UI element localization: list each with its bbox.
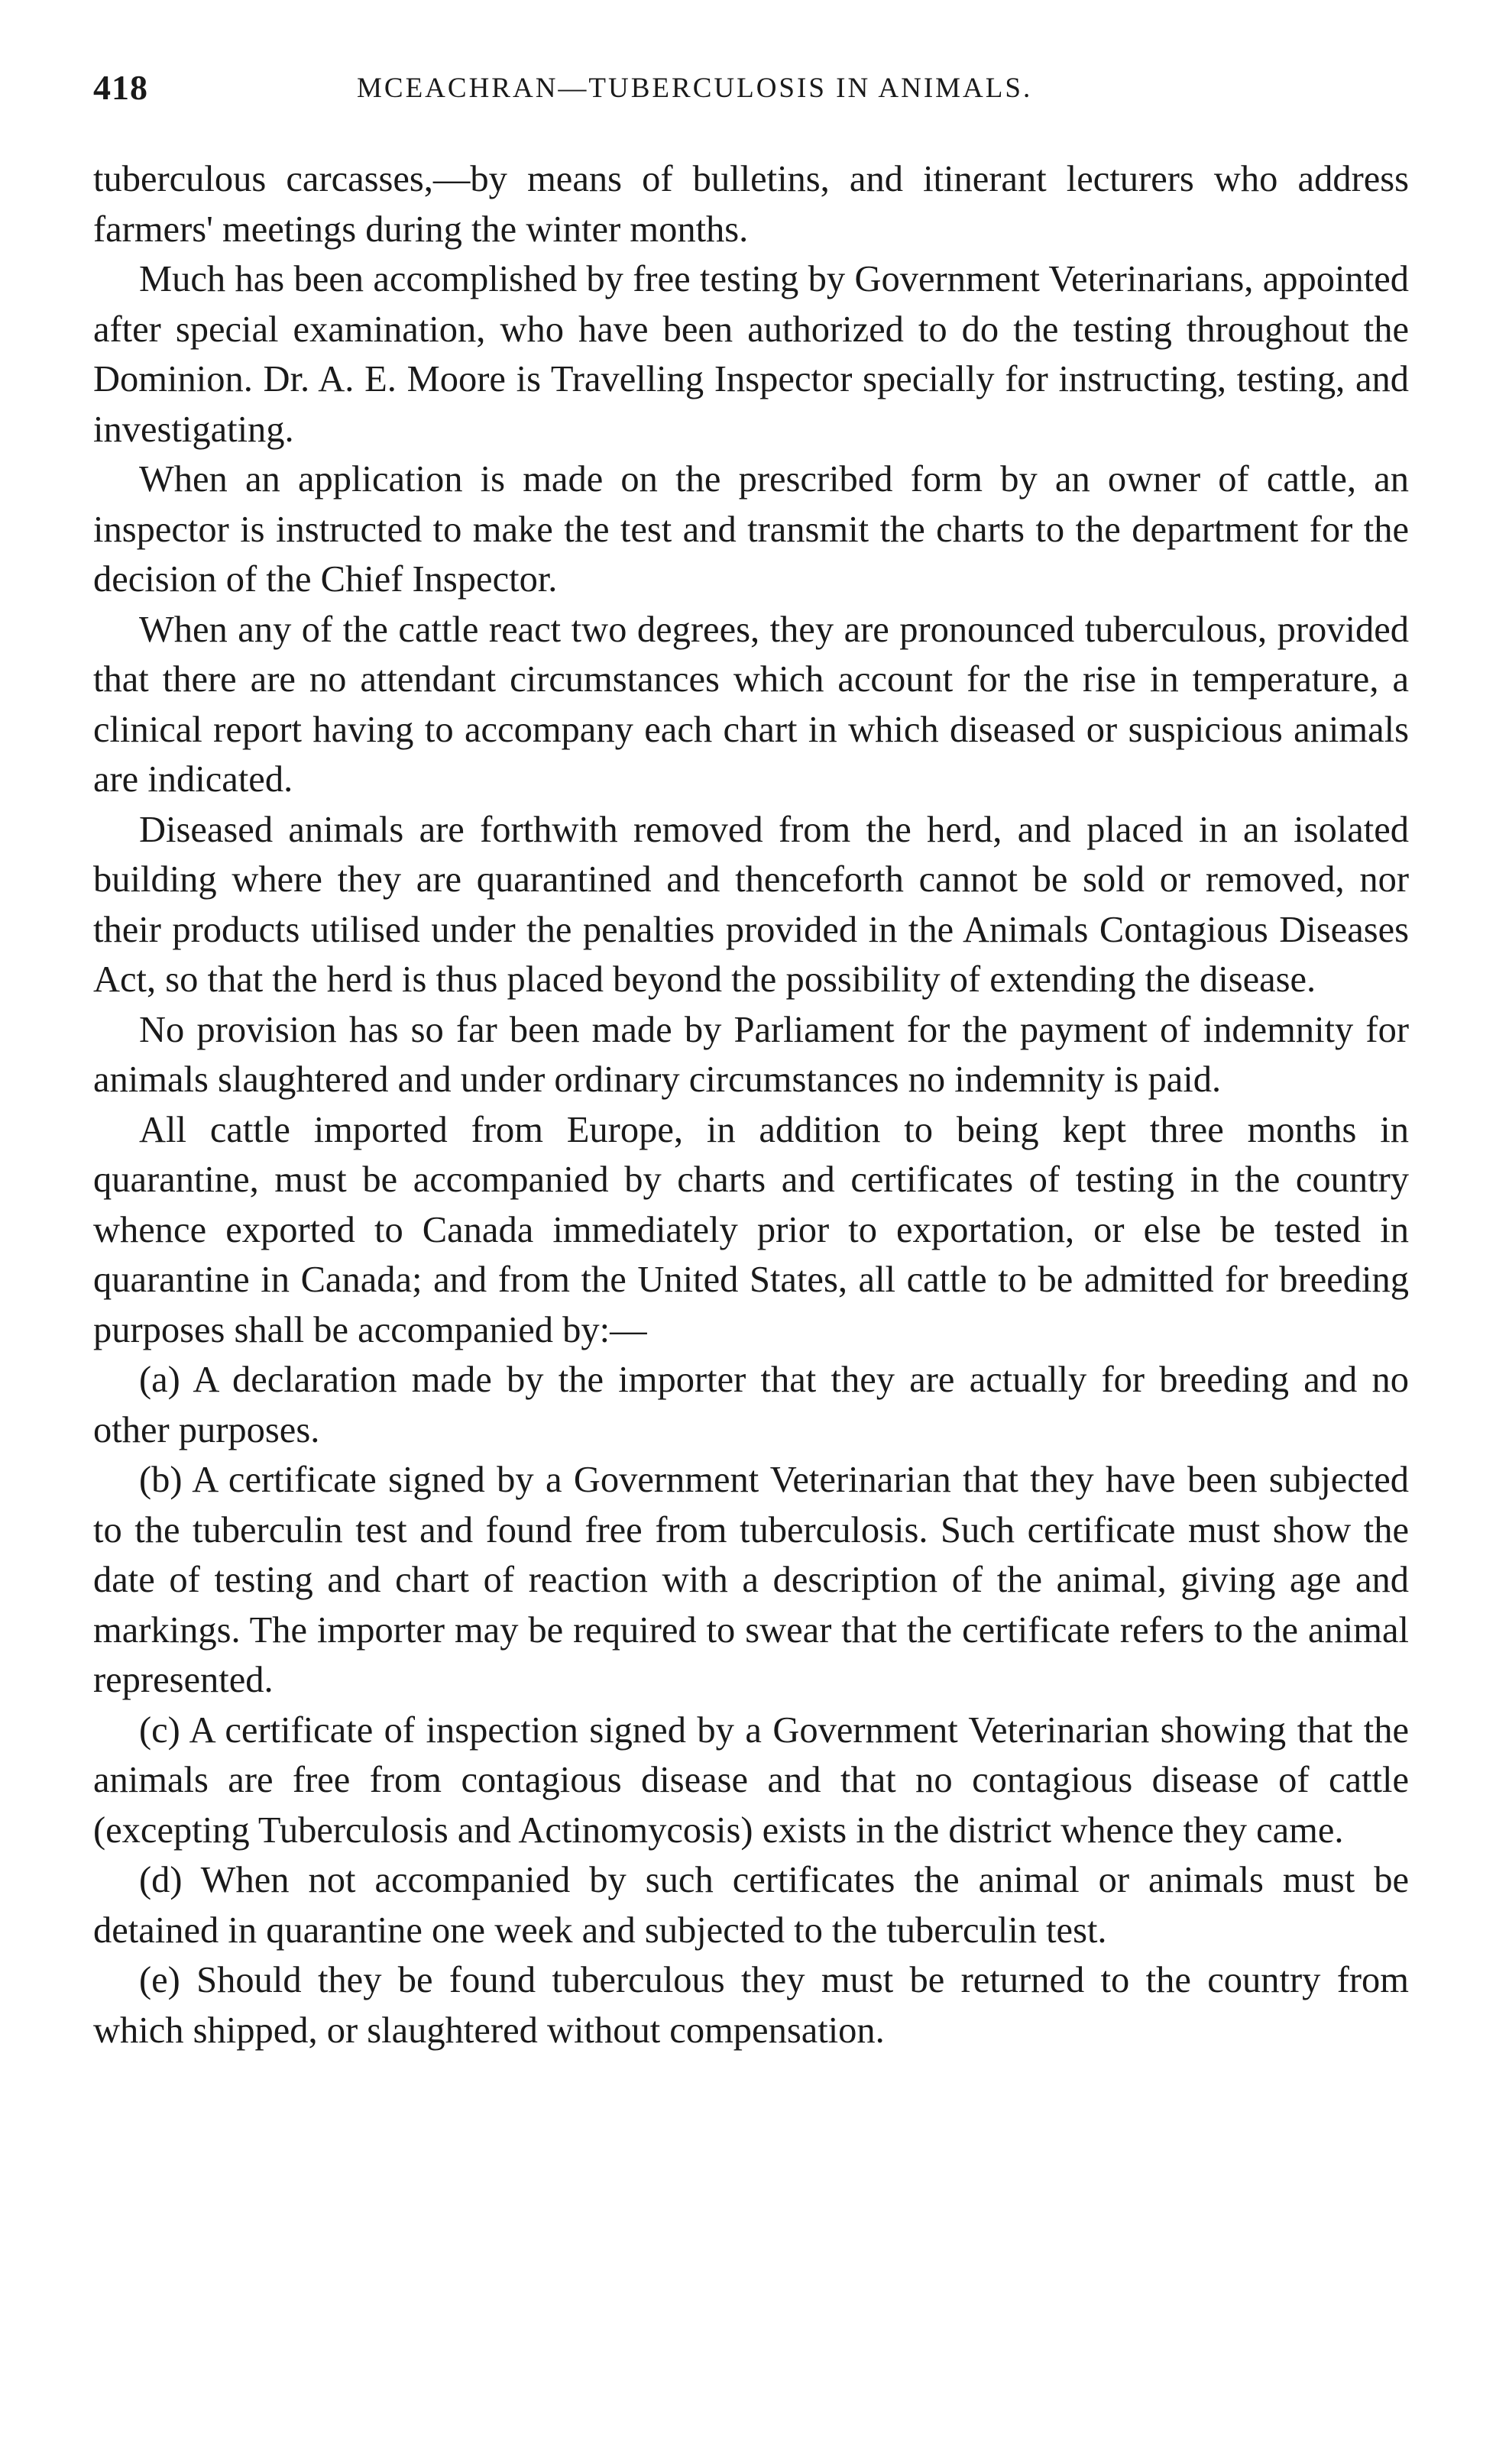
page-header [93, 67, 1407, 121]
page-number: 418 [93, 68, 148, 107]
paragraph-continuation: tuberculous carcasses,—by means of bulletins, and itinerant lecturers who address farmers' meetings during the winter months. [93, 159, 1409, 250]
list-item-a: (a) A declaration made by the importer that they are actually for breeding and no other purposes. [93, 1360, 1409, 1450]
paragraph-application: When an application is made on the prescribed form by an owner of cattle, an inspector is instructed to make the test and transmit the charts to the department for the decision of the Chief Inspector. [93, 459, 1409, 600]
paragraph-diseased-animals: Diseased animals are forthwith removed from the herd, and placed in an isolated building where they are quarantined and thenceforth cannot be sold or removed, nor their products utilised under the penalties provided in the Animals Contagious Diseases Act, so that the herd is thus placed beyond the possibility of extending the disease. [93, 809, 1409, 1000]
list-item-b: (b) A certificate signed by a Government Veterinarian that they have been subjected to the tuberculin test and found free from tuberculosis. Such certificate must show the date of testing and chart of reaction with a description of the animal, giving age and markings. The importer may be required to swear that the certificate refers to the animal represented. [93, 1460, 1409, 1700]
list-item-c: (c) A certificate of inspection signed by a Government Veterinarian showing that the animals are free from contagious disease and that no contagious disease of cattle (excepting Tuberculosis and Actinomycosis) exists in the district whence they came. [93, 1709, 1409, 1851]
paragraph-free-testing: Much has been accomplished by free testing by Government Veterinarians, appointed after special examination, who have been authorized to do the testing throughout the Dominion. Dr. A. E. Moore is Travelling Inspector specially for instructing, testing, and investigating. [93, 259, 1409, 450]
list-item-e: (e) Should they be found tuberculous they must be returned to the country from which shipped, or slaughtered without compensation. [93, 1960, 1409, 2051]
running-head: MCEACHRAN—TUBERCULOSIS IN ANIMALS. [357, 73, 1033, 104]
paragraph-imported-cattle: All cattle imported from Europe, in addition to being kept three months in quarantine, must be accompanied by charts and certificates of testing in the country whence exported to Canada immediately prior to exportation, or else be tested in quarantine in Canada; and from the United States, all cattle to be admitted for breeding purposes shall be accompanied by:— [93, 1109, 1409, 1350]
list-item-d: (d) When not accompanied by such certificates the animal or animals must be detained in quarantine one week and subjected to the tuberculin test. [93, 1860, 1409, 1951]
paragraph-indemnity: No provision has so far been made by Parliament for the payment of indemnity for animals slaughtered and under ordinary circumstances no indemnity is paid. [93, 1009, 1409, 1100]
paragraph-reaction: When any of the cattle react two degrees, they are pronounced tuberculous, provided that there are no attendant circumstances which account for the rise in temperature, a clinical report having to accompany each chart in which diseased or suspicious animals are indicated. [93, 609, 1409, 800]
body-text [93, 154, 1409, 2055]
